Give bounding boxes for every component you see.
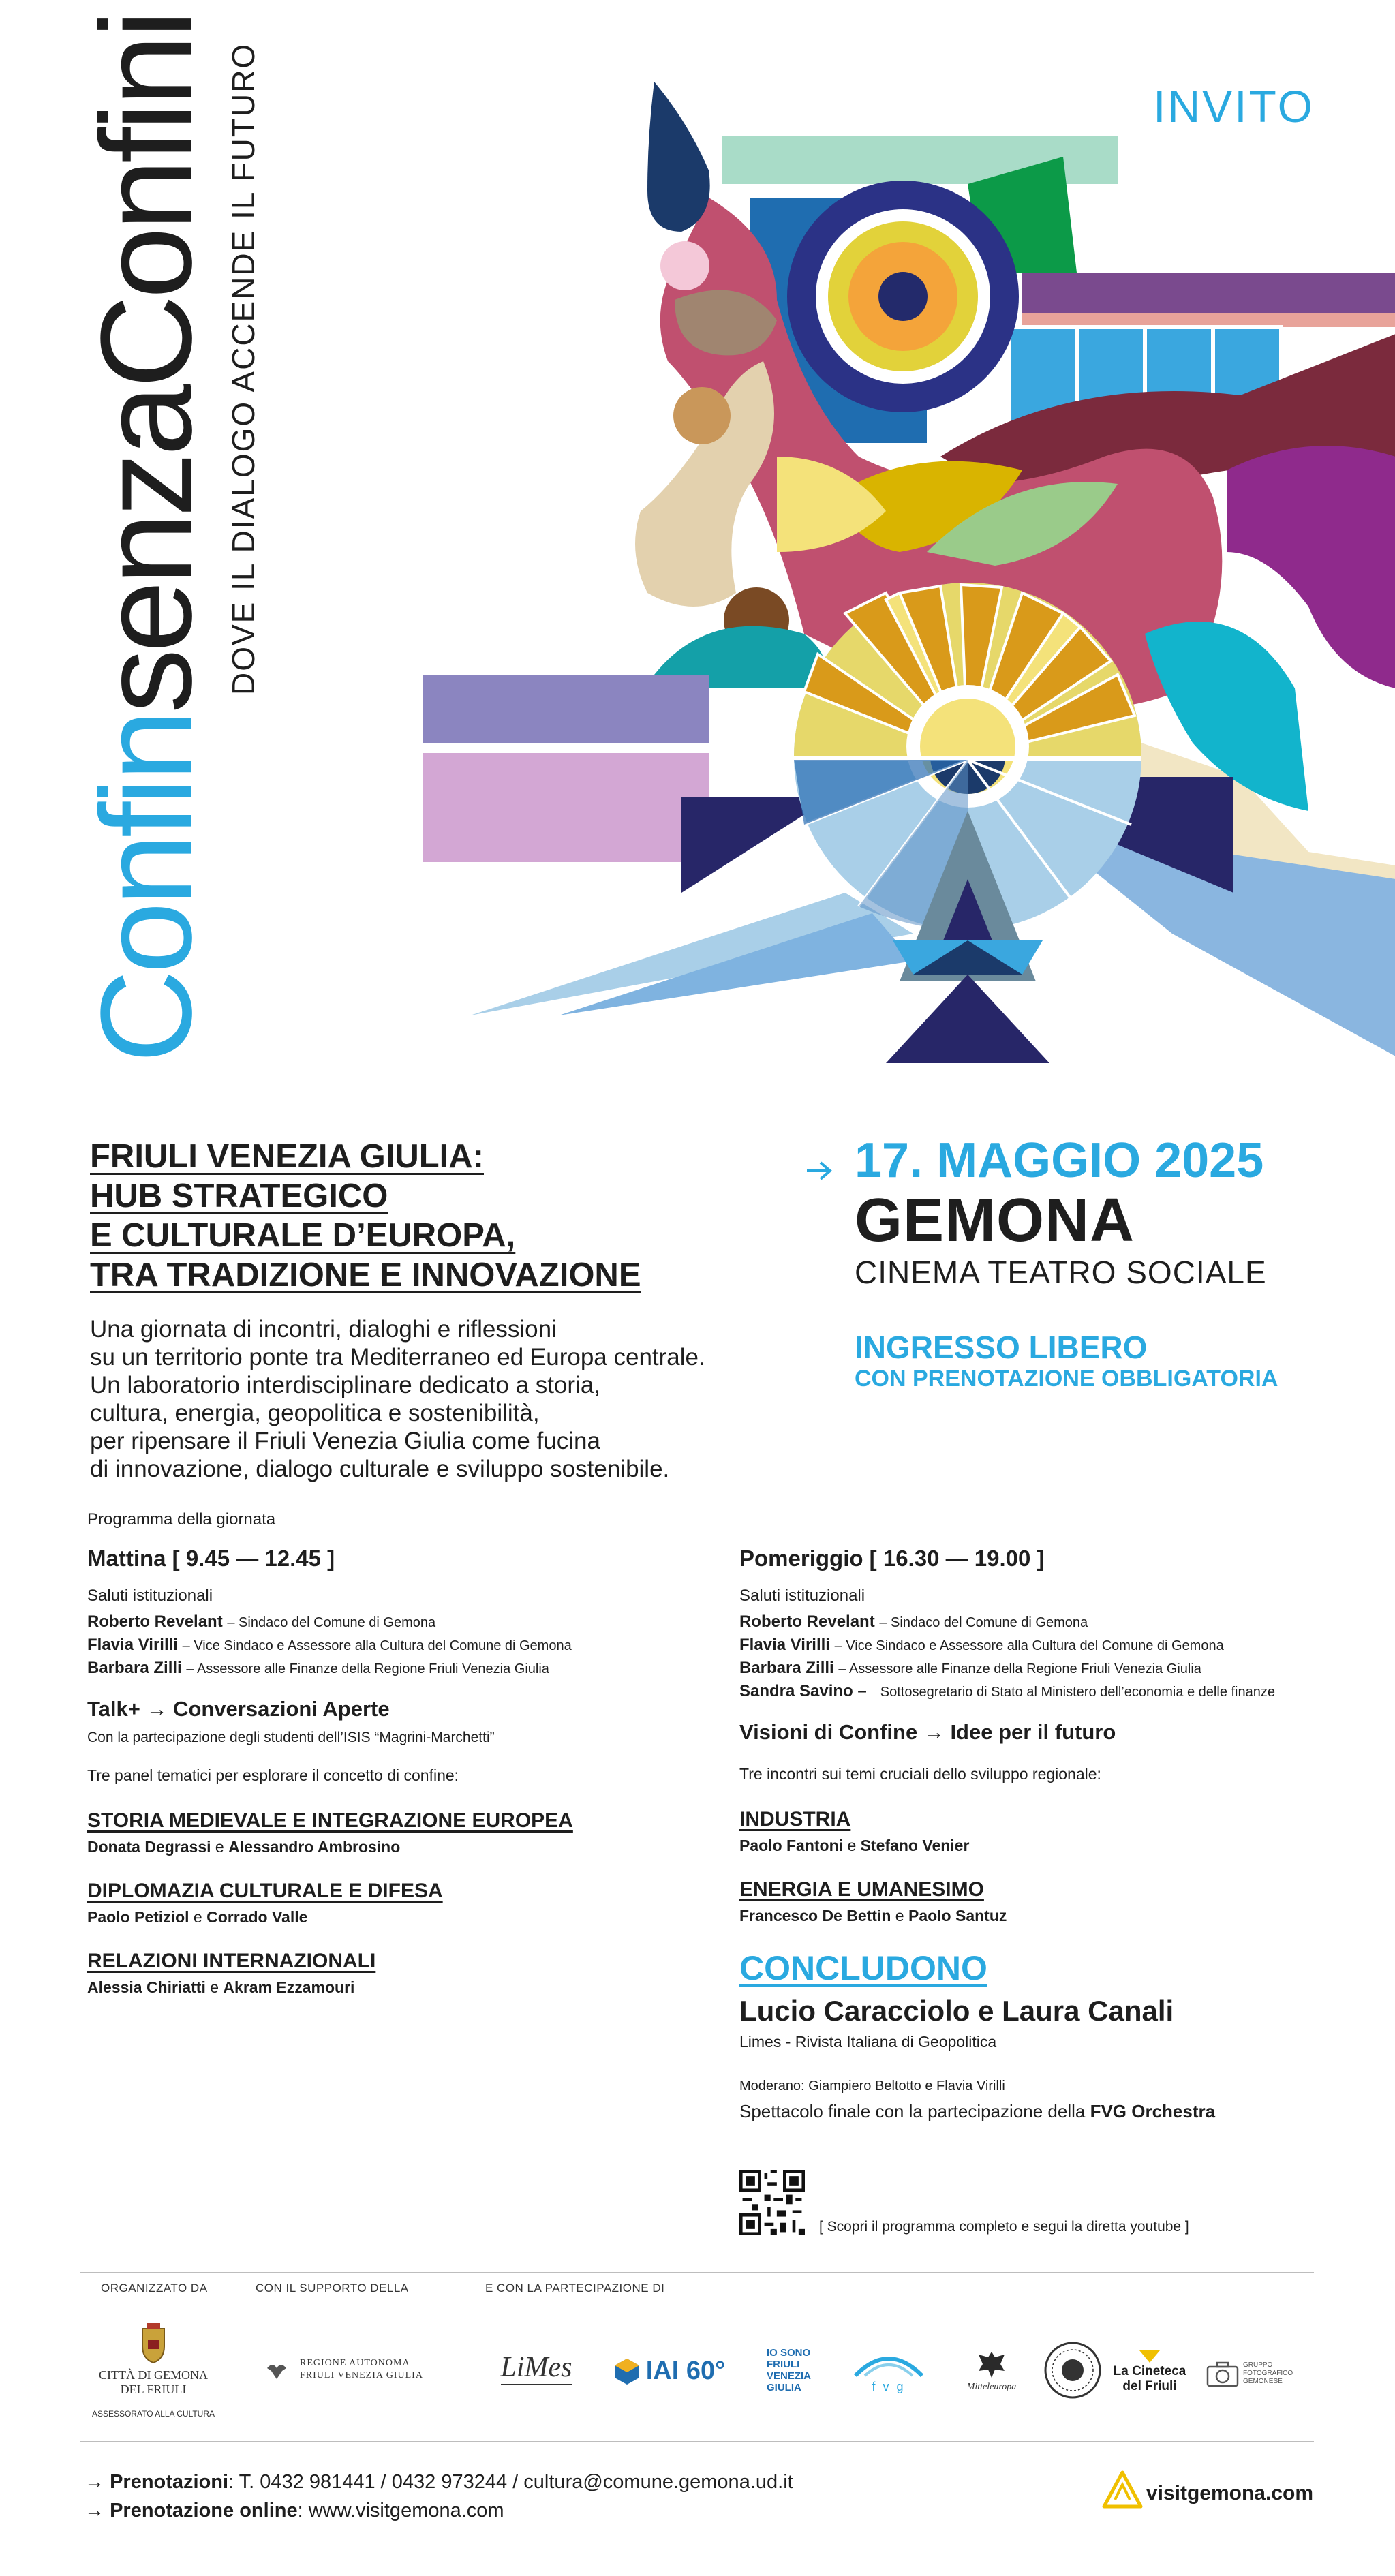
conclude-speakers: Lucio Caracciolo e Laura Canali [739,1995,1174,2027]
greeting-person: Flavia Virilli – Vice Sindaco e Assessore alla Cultura del Comune di Gemona [87,1636,572,1654]
greeting-person: Flavia Virilli – Vice Sindaco e Assessore alla Cultura del Comune di Gemona [739,1636,1224,1654]
conclude-affiliation: Limes - Rivista Italiana di Geopolitica [739,2033,997,2051]
event-venue: CINEMA TEATRO SOCIALE [855,1255,1267,1290]
headline-line: E CULTURALE D’EUROPA, [90,1217,516,1254]
event-title: ConfinsenzaConfini [74,14,219,1063]
gemona-logo: CITTÀ DI GEMONA DEL FRIULI ASSESSORATO ALLA CULTURA [82,2316,225,2425]
qr-caption: [ Scopri il programma completo e segui la diretta youtube ] [819,2219,1189,2235]
headline [90,1137,641,1295]
talk-title: Talk+ → Conversazioni Aperte [87,1697,390,1721]
cineteca-logo: La Cineteca del Friuli [1109,2344,1190,2399]
wave-icon [851,2348,926,2380]
vertical-title [74,14,261,1063]
photo-group-logo: GRUPPO FOTOGRAFICO GEMONESE [1206,2355,1315,2392]
cube-icon [612,2356,642,2386]
visions-title: Visioni di Confine → Idee per il futuro [739,1720,1116,1744]
event-subtitle: DOVE IL DIALOGO ACCENDE IL FUTURO [226,42,261,695]
panels-intro: Tre incontri sui temi cruciali dello sviluppo regionale: [739,1765,1101,1783]
booking-line: → Prenotazioni: T. 0432 981441 / 0432 973244 / cultura@comune.gemona.ud.it [85,2471,793,2493]
greeting-person: Barbara Zilli – Assessore alle Finanze della Regione Friuli Venezia Giulia [739,1659,1201,1677]
panel-title: ENERGIA E UMANESIMO [739,1878,984,1901]
talk-note: Con la partecipazione degli studenti dell’ISIS “Magrini-Marchetti” [87,1730,495,1745]
divider [80,2272,1314,2273]
eagle-icon [263,2356,290,2383]
intro-paragraph: Una giornata di incontri, dialoghi e riflessioni su un territorio ponte tra Mediterraneo ed Europa centrale. Un laboratorio interdisciplinare dedicato a storia, cultura, energia, geopolitica e sostenibilità, per ripensare il Friuli Venezia Giulia come fucina di innovazione, dialogo culturale e sviluppo sostenibile. [90,1316,705,1482]
triangle-icon [1138,2349,1161,2364]
conclude-title: CONCLUDONO [739,1949,987,1987]
greetings-label: Saluti istituzionali [87,1586,213,1605]
arrow-right-icon [804,1157,836,1184]
region-logo: REGIONE AUTONOMA FRIULI VENEZIA GIULIA [256,2350,431,2389]
panel-title: RELAZIONI INTERNAZIONALI [87,1950,376,1972]
headline-line: FRIULI VENEZIA GIULIA: [90,1138,484,1175]
panel-title: DIPLOMAZIA CULTURALE E DIFESA [87,1880,443,1902]
panels-intro: Tre panel tematici per esplorare il concetto di confine: [87,1766,459,1784]
free-entry: INGRESSO LIBERO [855,1330,1148,1365]
panel-speakers: Donata Degrassi e Alessandro Ambrosino [87,1838,401,1856]
panel-speakers: Francesco De Bettin e Paolo Santuz [739,1907,1007,1925]
headline-line: TRA TRADIZIONE E INNOVAZIONE [90,1257,641,1293]
organized-by-label: ORGANIZZATO DA [101,2282,208,2295]
greetings-label: Saluti istituzionali [739,1586,865,1605]
double-eagle-icon [975,2348,1009,2382]
greeting-person: Roberto Revelant – Sindaco del Comune di Gemona [87,1612,436,1631]
greeting-person: Sandra Savino – Sottosegretario di Stato al Ministero dell’economia e delle finanze [739,1682,1275,1700]
afternoon-slot: Pomeriggio [ 16.30 — 19.00 ] [739,1546,1045,1571]
invito-label: INVITO [1153,81,1315,132]
seal-logo [1044,2342,1101,2399]
greeting-person: Barbara Zilli – Assessore alle Finanze della Regione Friuli Venezia Giulia [87,1659,549,1677]
panel-speakers: Paolo Petiziol e Corrado Valle [87,1908,308,1926]
io-sono-fvg-logo: IO SONO FRIULI VENEZIA GIULIA [767,2347,812,2393]
panel-title: STORIA MEDIEVALE E INTEGRAZIONE EUROPEA [87,1809,573,1832]
iai-logo: IAI 60° [609,2350,729,2392]
program-label: Programma della giornata [87,1510,276,1529]
website-link[interactable]: visitgemona.com [1146,2482,1313,2504]
morning-program [87,1546,714,2020]
mitteleuropa-logo: Mitteleuropa [961,2339,1022,2402]
panel-speakers: Paolo Fantoni e Stefano Venier [739,1837,970,1854]
qr-code[interactable] [739,2170,805,2235]
headline-line: HUB STRATEGICO [90,1178,388,1214]
moderators: Moderano: Giampiero Beltotto e Flavia Virilli [739,2079,1005,2094]
panel-speakers: Alessia Chiriatti e Akram Ezzamouri [87,1978,355,1996]
limes-logo: LiMes [485,2344,587,2392]
morning-slot: Mattina [ 9.45 — 12.45 ] [87,1546,335,1571]
hero-artwork [423,75,1395,1070]
supported-by-label: CON IL SUPPORTO DELLA [256,2282,409,2295]
participation-label: E CON LA PARTECIPAZIONE DI [485,2282,665,2295]
visitgemona-logo-icon [1099,2467,1146,2515]
finale-note: Spettacolo finale con la partecipazione della FVG Orchestra [739,2101,1216,2121]
panel-title: INDUSTRIA [739,1808,851,1830]
online-booking-line: → Prenotazione online: www.visitgemona.com [85,2500,504,2521]
event-city: GEMONA [855,1186,1135,1255]
reservation-required: CON PRENOTAZIONE OBBLIGATORIA [855,1366,1278,1392]
afternoon-program [739,1546,1353,2122]
fvg-wave-logo: f v g [848,2343,929,2399]
greeting-person: Roberto Revelant – Sindaco del Comune di Gemona [739,1612,1088,1631]
camera-icon [1206,2360,1239,2387]
event-date: 17. MAGGIO 2025 [855,1133,1264,1188]
coat-of-arms-icon [137,2322,170,2364]
divider [80,2441,1314,2442]
